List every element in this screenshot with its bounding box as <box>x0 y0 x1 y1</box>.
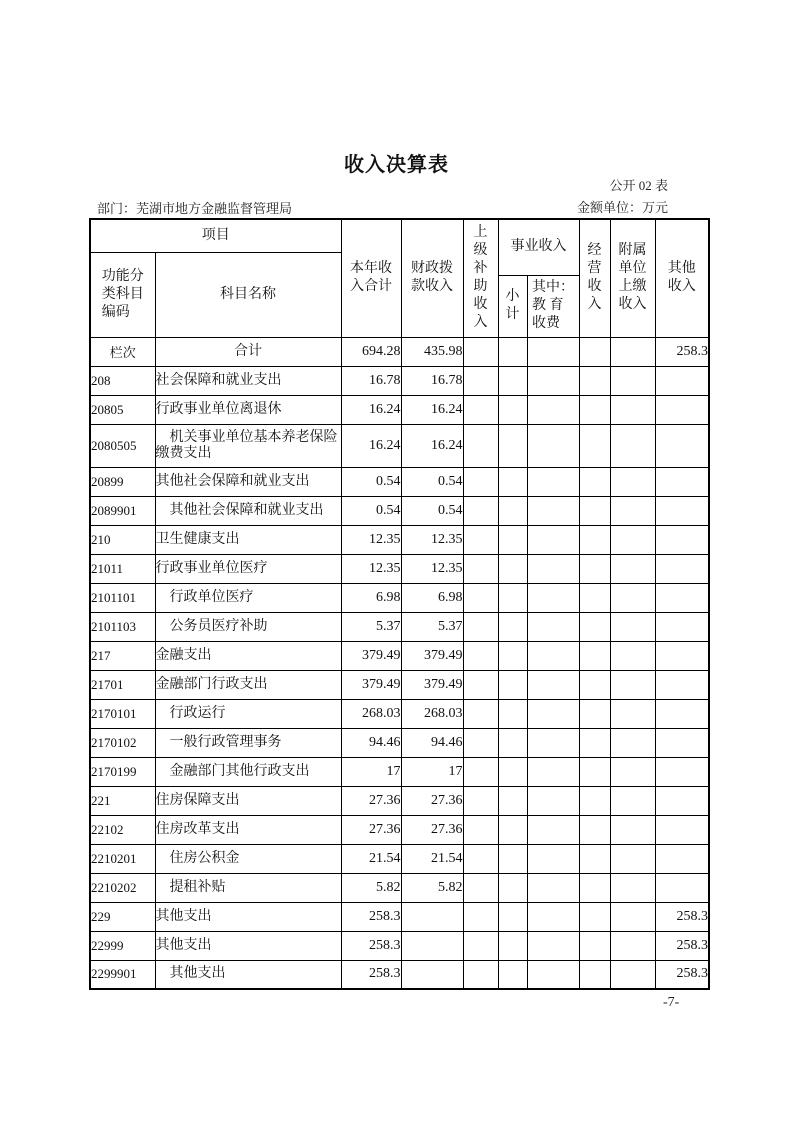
cell-other-income <box>655 699 709 728</box>
cell-operating-income <box>579 728 610 757</box>
row-name: 行政运行 <box>155 699 341 728</box>
cell-business-subtotal <box>498 844 527 873</box>
cell-other-income <box>655 844 709 873</box>
cell-other-income <box>655 554 709 583</box>
page-title: 收入决算表 <box>344 152 449 176</box>
amount-unit-label: 金额单位：万元 <box>576 200 668 215</box>
cell-operating-income <box>579 612 610 641</box>
row-name: 住房保障支出 <box>155 786 341 815</box>
cell-other-income <box>655 583 709 612</box>
row-name: 住房改革支出 <box>155 815 341 844</box>
table-row <box>90 699 709 728</box>
cell-operating-income <box>579 337 610 366</box>
cell-operating-income <box>579 641 610 670</box>
row-name: 提租补贴 <box>155 873 341 902</box>
cell-superior-subsidy <box>463 786 498 815</box>
cell-business-education <box>527 699 579 728</box>
cell-fiscal-income: 17 <box>401 757 463 786</box>
cell-superior-subsidy <box>463 554 498 583</box>
table-row <box>90 395 709 424</box>
row-code: 2210201 <box>90 844 155 873</box>
cell-affiliated-income <box>610 670 655 699</box>
cell-total-income: 94.46 <box>341 728 401 757</box>
cell-affiliated-income <box>610 728 655 757</box>
row-name: 金融部门行政支出 <box>155 670 341 699</box>
cell-operating-income <box>579 670 610 699</box>
cell-business-education <box>527 424 579 467</box>
cell-business-education <box>527 525 579 554</box>
cell-superior-subsidy <box>463 467 498 496</box>
cell-operating-income <box>579 786 610 815</box>
cell-total-income: 21.54 <box>341 844 401 873</box>
cell-affiliated-income <box>610 583 655 612</box>
cell-other-income: 258.3 <box>655 902 709 931</box>
table-row <box>90 873 709 902</box>
cell-fiscal-income: 16.78 <box>401 366 463 395</box>
cell-business-subtotal <box>498 902 527 931</box>
cell-fiscal-income <box>401 902 463 931</box>
cell-business-education <box>527 641 579 670</box>
cell-affiliated-income <box>610 525 655 554</box>
cell-total-income: 27.36 <box>341 786 401 815</box>
cell-business-subtotal <box>498 583 527 612</box>
cell-superior-subsidy <box>463 699 498 728</box>
row-code: 2170102 <box>90 728 155 757</box>
page-number: -7- <box>663 995 680 1010</box>
cell-fiscal-income: 16.24 <box>401 395 463 424</box>
table-row <box>90 612 709 641</box>
table-row <box>90 641 709 670</box>
cell-fiscal-income: 379.49 <box>401 641 463 670</box>
table-row <box>90 786 709 815</box>
cell-total-income: 12.35 <box>341 525 401 554</box>
cell-fiscal-income: 21.54 <box>401 844 463 873</box>
cell-affiliated-income <box>610 366 655 395</box>
cell-other-income <box>655 525 709 554</box>
cell-superior-subsidy <box>463 525 498 554</box>
cell-business-education <box>527 728 579 757</box>
income-final-accounts-table <box>89 218 710 990</box>
header-total-income <box>341 219 401 337</box>
cell-total-income: 16.24 <box>341 395 401 424</box>
cell-operating-income <box>579 873 610 902</box>
cell-affiliated-income <box>610 960 655 989</box>
cell-fiscal-income: 16.24 <box>401 424 463 467</box>
row-code: 2299901 <box>90 960 155 989</box>
row-code: 2210202 <box>90 873 155 902</box>
table-row <box>90 902 709 931</box>
cell-total-income: 379.49 <box>341 670 401 699</box>
cell-other-income: 258.3 <box>655 960 709 989</box>
cell-fiscal-income: 0.54 <box>401 467 463 496</box>
header-business-education-label: 其中： 教 育 收费 <box>532 280 574 331</box>
cell-fiscal-income: 12.35 <box>401 554 463 583</box>
cell-business-education <box>527 496 579 525</box>
cell-fiscal-income: 435.98 <box>401 337 463 366</box>
header-item <box>90 219 341 252</box>
cell-total-income: 6.98 <box>341 583 401 612</box>
cell-operating-income <box>579 554 610 583</box>
cell-affiliated-income <box>610 699 655 728</box>
cell-superior-subsidy <box>463 670 498 699</box>
cell-affiliated-income <box>610 496 655 525</box>
table-header <box>90 219 709 337</box>
cell-affiliated-income <box>610 844 655 873</box>
cell-fiscal-income: 27.36 <box>401 815 463 844</box>
cell-affiliated-income <box>610 424 655 467</box>
cell-business-subtotal <box>498 424 527 467</box>
cell-total-income: 16.78 <box>341 366 401 395</box>
cell-fiscal-income: 0.54 <box>401 496 463 525</box>
cell-total-income: 12.35 <box>341 554 401 583</box>
cell-business-subtotal <box>498 366 527 395</box>
cell-operating-income <box>579 902 610 931</box>
cell-total-income: 379.49 <box>341 641 401 670</box>
cell-business-subtotal <box>498 873 527 902</box>
cell-total-income: 258.3 <box>341 960 401 989</box>
cell-operating-income <box>579 424 610 467</box>
row-name: 其他支出 <box>155 902 341 931</box>
cell-total-income: 27.36 <box>341 815 401 844</box>
cell-business-education <box>527 844 579 873</box>
cell-operating-income <box>579 496 610 525</box>
cell-affiliated-income <box>610 786 655 815</box>
cell-business-education <box>527 873 579 902</box>
cell-business-education <box>527 554 579 583</box>
cell-business-subtotal <box>498 931 527 960</box>
header-name <box>155 252 341 337</box>
row-code: 2170199 <box>90 757 155 786</box>
cell-fiscal-income <box>401 960 463 989</box>
row-code: 栏次 <box>90 337 155 366</box>
cell-superior-subsidy <box>463 583 498 612</box>
cell-business-education <box>527 612 579 641</box>
cell-business-education <box>527 395 579 424</box>
header-affiliated-income <box>610 219 655 337</box>
header-superior-subsidy-label: 上级补助收入 <box>473 225 488 331</box>
cell-superior-subsidy <box>463 757 498 786</box>
cell-superior-subsidy <box>463 337 498 366</box>
table-body <box>90 337 709 989</box>
row-name: 社会保障和就业支出 <box>155 366 341 395</box>
row-name: 机关事业单位基本养老保险缴费支出 <box>155 424 341 467</box>
cell-fiscal-income: 268.03 <box>401 699 463 728</box>
cell-total-income: 5.37 <box>341 612 401 641</box>
row-code: 21011 <box>90 554 155 583</box>
row-code: 20899 <box>90 467 155 496</box>
cell-operating-income <box>579 525 610 554</box>
cell-fiscal-income: 6.98 <box>401 583 463 612</box>
header-operating-income <box>579 219 610 337</box>
cell-affiliated-income <box>610 931 655 960</box>
cell-other-income <box>655 670 709 699</box>
cell-affiliated-income <box>610 395 655 424</box>
cell-fiscal-income: 5.82 <box>401 873 463 902</box>
cell-superior-subsidy <box>463 424 498 467</box>
table-row <box>90 960 709 989</box>
cell-affiliated-income <box>610 337 655 366</box>
cell-other-income <box>655 757 709 786</box>
department-label: 部门：芜湖市地方金融监督管理局 <box>97 201 293 216</box>
cell-superior-subsidy <box>463 612 498 641</box>
cell-superior-subsidy <box>463 844 498 873</box>
table-row <box>90 844 709 873</box>
cell-business-subtotal <box>498 525 527 554</box>
header-business-education <box>527 275 579 337</box>
cell-other-income <box>655 467 709 496</box>
cell-other-income <box>655 873 709 902</box>
cell-business-subtotal <box>498 337 527 366</box>
cell-other-income: 258.3 <box>655 931 709 960</box>
row-code: 2080505 <box>90 424 155 467</box>
row-name: 行政单位医疗 <box>155 583 341 612</box>
table-row <box>90 670 709 699</box>
row-code: 22999 <box>90 931 155 960</box>
header-code <box>90 252 155 337</box>
cell-business-subtotal <box>498 641 527 670</box>
cell-total-income: 258.3 <box>341 931 401 960</box>
row-name: 金融支出 <box>155 641 341 670</box>
cell-operating-income <box>579 815 610 844</box>
cell-business-education <box>527 931 579 960</box>
row-name: 卫生健康支出 <box>155 525 341 554</box>
cell-total-income: 16.24 <box>341 424 401 467</box>
cell-business-education <box>527 337 579 366</box>
cell-affiliated-income <box>610 641 655 670</box>
cell-affiliated-income <box>610 757 655 786</box>
cell-operating-income <box>579 931 610 960</box>
row-code: 229 <box>90 902 155 931</box>
cell-total-income: 0.54 <box>341 467 401 496</box>
header-name-label: 科目名称 <box>220 286 276 302</box>
row-name: 合计 <box>155 337 341 366</box>
header-total-income-label: 本年收入合计 <box>350 261 392 295</box>
header-other-income-label: 其他收入 <box>667 261 696 295</box>
row-code: 2089901 <box>90 496 155 525</box>
table-row <box>90 554 709 583</box>
form-number: 公开 02 表 <box>609 178 668 193</box>
cell-other-income <box>655 815 709 844</box>
cell-business-education <box>527 366 579 395</box>
table-row <box>90 815 709 844</box>
cell-business-subtotal <box>498 757 527 786</box>
cell-affiliated-income <box>610 467 655 496</box>
row-name: 其他支出 <box>155 960 341 989</box>
cell-other-income <box>655 496 709 525</box>
table-row <box>90 424 709 467</box>
row-code: 217 <box>90 641 155 670</box>
cell-fiscal-income: 27.36 <box>401 786 463 815</box>
table-row <box>90 931 709 960</box>
cell-operating-income <box>579 960 610 989</box>
header-business-income <box>498 219 579 275</box>
row-code: 210 <box>90 525 155 554</box>
header-other-income <box>655 219 709 337</box>
header-fiscal-income <box>401 219 463 337</box>
cell-total-income: 5.82 <box>341 873 401 902</box>
cell-superior-subsidy <box>463 366 498 395</box>
table-row <box>90 757 709 786</box>
cell-fiscal-income: 5.37 <box>401 612 463 641</box>
row-name: 其他支出 <box>155 931 341 960</box>
cell-other-income <box>655 612 709 641</box>
table-row <box>90 525 709 554</box>
cell-other-income: 258.3 <box>655 337 709 366</box>
cell-superior-subsidy <box>463 873 498 902</box>
cell-total-income: 0.54 <box>341 496 401 525</box>
cell-total-income: 17 <box>341 757 401 786</box>
cell-fiscal-income: 379.49 <box>401 670 463 699</box>
row-code: 22102 <box>90 815 155 844</box>
cell-affiliated-income <box>610 873 655 902</box>
row-name: 住房公积金 <box>155 844 341 873</box>
cell-operating-income <box>579 467 610 496</box>
cell-operating-income <box>579 366 610 395</box>
row-code: 208 <box>90 366 155 395</box>
row-code: 21701 <box>90 670 155 699</box>
table-row <box>90 728 709 757</box>
cell-superior-subsidy <box>463 728 498 757</box>
cell-business-education <box>527 583 579 612</box>
cell-business-subtotal <box>498 960 527 989</box>
row-code: 20805 <box>90 395 155 424</box>
cell-business-education <box>527 670 579 699</box>
cell-fiscal-income: 12.35 <box>401 525 463 554</box>
header-operating-income-label: 经营收入 <box>587 243 602 313</box>
header-business-subtotal-label: 小计 <box>505 289 520 322</box>
cell-other-income <box>655 366 709 395</box>
table-row <box>90 583 709 612</box>
row-name: 一般行政管理事务 <box>155 728 341 757</box>
cell-business-education <box>527 902 579 931</box>
row-name: 公务员医疗补助 <box>155 612 341 641</box>
cell-affiliated-income <box>610 902 655 931</box>
cell-business-subtotal <box>498 815 527 844</box>
table-row <box>90 467 709 496</box>
row-code: 2101103 <box>90 612 155 641</box>
cell-business-subtotal <box>498 395 527 424</box>
cell-business-subtotal <box>498 728 527 757</box>
cell-total-income: 268.03 <box>341 699 401 728</box>
row-code: 2101101 <box>90 583 155 612</box>
row-code: 2170101 <box>90 699 155 728</box>
cell-affiliated-income <box>610 815 655 844</box>
row-code: 221 <box>90 786 155 815</box>
cell-superior-subsidy <box>463 641 498 670</box>
cell-superior-subsidy <box>463 960 498 989</box>
cell-business-subtotal <box>498 699 527 728</box>
cell-business-education <box>527 757 579 786</box>
cell-superior-subsidy <box>463 496 498 525</box>
cell-total-income: 258.3 <box>341 902 401 931</box>
cell-business-subtotal <box>498 670 527 699</box>
cell-business-subtotal <box>498 554 527 583</box>
row-name: 金融部门其他行政支出 <box>155 757 341 786</box>
row-name: 行政事业单位离退休 <box>155 395 341 424</box>
cell-superior-subsidy <box>463 815 498 844</box>
cell-affiliated-income <box>610 612 655 641</box>
cell-affiliated-income <box>610 554 655 583</box>
cell-other-income <box>655 641 709 670</box>
cell-operating-income <box>579 395 610 424</box>
cell-operating-income <box>579 699 610 728</box>
row-name: 其他社会保障和就业支出 <box>155 496 341 525</box>
cell-other-income <box>655 395 709 424</box>
cell-business-subtotal <box>498 467 527 496</box>
cell-operating-income <box>579 583 610 612</box>
header-superior-subsidy <box>463 219 498 337</box>
row-name: 行政事业单位医疗 <box>155 554 341 583</box>
header-affiliated-income-label: 附属单位上缴收入 <box>618 243 647 313</box>
total-row <box>90 337 709 366</box>
cell-superior-subsidy <box>463 931 498 960</box>
row-name: 其他社会保障和就业支出 <box>155 467 341 496</box>
header-code-label: 功能分类科目编码 <box>101 268 144 320</box>
cell-superior-subsidy <box>463 902 498 931</box>
cell-business-education <box>527 960 579 989</box>
cell-fiscal-income: 94.46 <box>401 728 463 757</box>
header-fiscal-income-label: 财政拨款收入 <box>411 261 453 295</box>
cell-superior-subsidy <box>463 395 498 424</box>
header-business-subtotal <box>498 275 527 337</box>
cell-business-education <box>527 815 579 844</box>
cell-operating-income <box>579 844 610 873</box>
cell-operating-income <box>579 757 610 786</box>
table-row <box>90 496 709 525</box>
cell-business-subtotal <box>498 496 527 525</box>
cell-business-subtotal <box>498 612 527 641</box>
cell-business-education <box>527 467 579 496</box>
header-business-income-label: 事业收入 <box>510 239 567 255</box>
cell-other-income <box>655 424 709 467</box>
header-item-label: 项目 <box>201 227 230 243</box>
cell-other-income <box>655 728 709 757</box>
cell-fiscal-income <box>401 931 463 960</box>
cell-business-education <box>527 786 579 815</box>
cell-business-subtotal <box>498 786 527 815</box>
cell-other-income <box>655 786 709 815</box>
cell-total-income: 694.28 <box>341 337 401 366</box>
table-row <box>90 366 709 395</box>
